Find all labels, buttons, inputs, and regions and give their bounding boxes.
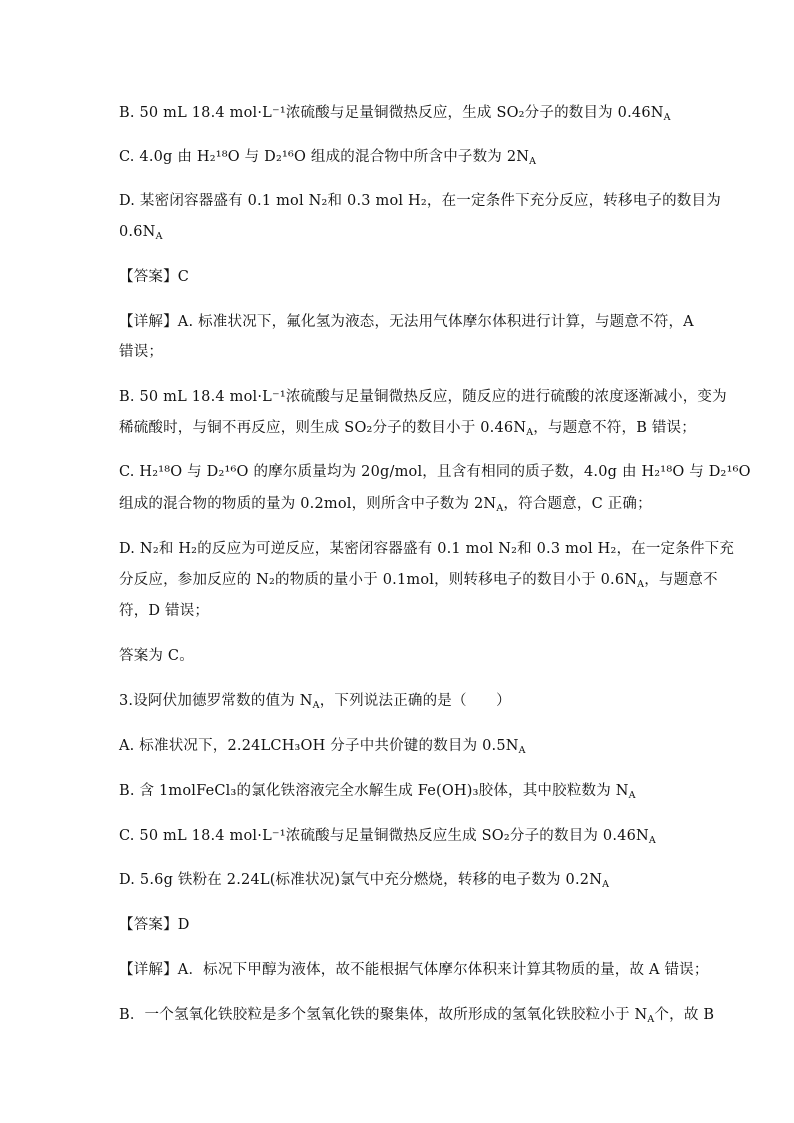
explanation-b: B. 50 mL 18.4 mol·L⁻¹浓硫酸与足量铜微热反应，随反应的进行硫酸的浓度逐渐减小，变为 xyxy=(119,389,727,405)
explanation-a-cont: 错误； xyxy=(119,344,164,360)
q3-explanation-a: 【详解】A．标况下甲醇为液体，故不能根据气体摩尔体积来计算其物质的量，故 A 错误； xyxy=(119,962,709,978)
explanation-c: C. H₂¹⁸O 与 D₂¹⁶O 的摩尔质量均为 20g/mol，且含有相同的质子数，4.0g 由 H₂¹⁸O 与 D₂¹⁶O xyxy=(119,464,751,480)
q3-option-c: C. 50 mL 18.4 mol·L⁻¹浓硫酸与足量铜微热反应生成 SO₂分子的数目为 $0.46N_A$ xyxy=(119,828,656,846)
explanation-d-cont1: 分反应，参加反应的 N₂的物质的量小于 0.1mol，则转移电子的数目小于 $0.6N_A$，与题意不 xyxy=(119,572,718,590)
explanation-c-cont: 组成的混合物的物质的量为 0.2mol，则所含中子数为 $2N_A$，符合题意，C 正确； xyxy=(119,496,652,514)
q3-answer-label: 【答案】D xyxy=(119,917,190,933)
answer-label: 【答案】C xyxy=(119,269,190,285)
question-3-stem: 3.设阿伏加德罗常数的值为 $N_A$，下列说法正确的是（ ） xyxy=(119,693,511,711)
option-d-line-cont: $0.6N_A$ xyxy=(119,224,163,242)
answer-conclusion: 答案为 C。 xyxy=(119,648,194,664)
explanation-b-cont: 稀硫酸时，与铜不再反应，则生成 SO₂分子的数目小于 $0.46N_A$，与题意不符，B 错误； xyxy=(119,420,696,438)
explanation-d-cont2: 符，D 错误； xyxy=(119,603,210,619)
option-c-line: C. 4.0g 由 H₂¹⁸O 与 D₂¹⁶O 组成的混合物中所含中子数为 $2N_A$ xyxy=(119,149,537,167)
q3-explanation-b: B．一个氢氧化铁胶粒是多个氢氧化铁的聚集体，故所形成的氢氧化铁胶粒小于 $N_A$个，故 B xyxy=(119,1007,715,1025)
option-b-line: B. 50 mL 18.4 mol·L⁻¹浓硫酸与足量铜微热反应，生成 SO₂分子的数目为 $0.46N_A$ xyxy=(119,105,671,123)
option-d-line: D. 某密闭容器盛有 0.1 mol N₂和 0.3 mol H₂，在一定条件下充分反应，转移电子的数目为 xyxy=(119,193,721,209)
q3-option-a: A. 标准状况下，2.24LCH₃OH 分子中共价键的数目为 $0.5N_A$ xyxy=(119,738,526,756)
q3-option-b: B. 含 1molFeCl₃的氯化铁溶液完全水解生成 Fe(OH)₃胶体，其中胶粒数为 $N_A$ xyxy=(119,783,636,801)
explanation-a: 【详解】A. 标准状况下，氟化氢为液态，无法用气体摩尔体积进行计算，与题意不符，A xyxy=(119,314,694,330)
q3-option-d: D. 5.6g 铁粉在 2.24L(标准状况)氯气中充分燃烧，转移的电子数为 $0.2N_A$ xyxy=(119,872,610,890)
explanation-d: D. N₂和 H₂的反应为可逆反应，某密闭容器盛有 0.1 mol N₂和 0.3 mol H₂，在一定条件下充 xyxy=(119,541,735,557)
